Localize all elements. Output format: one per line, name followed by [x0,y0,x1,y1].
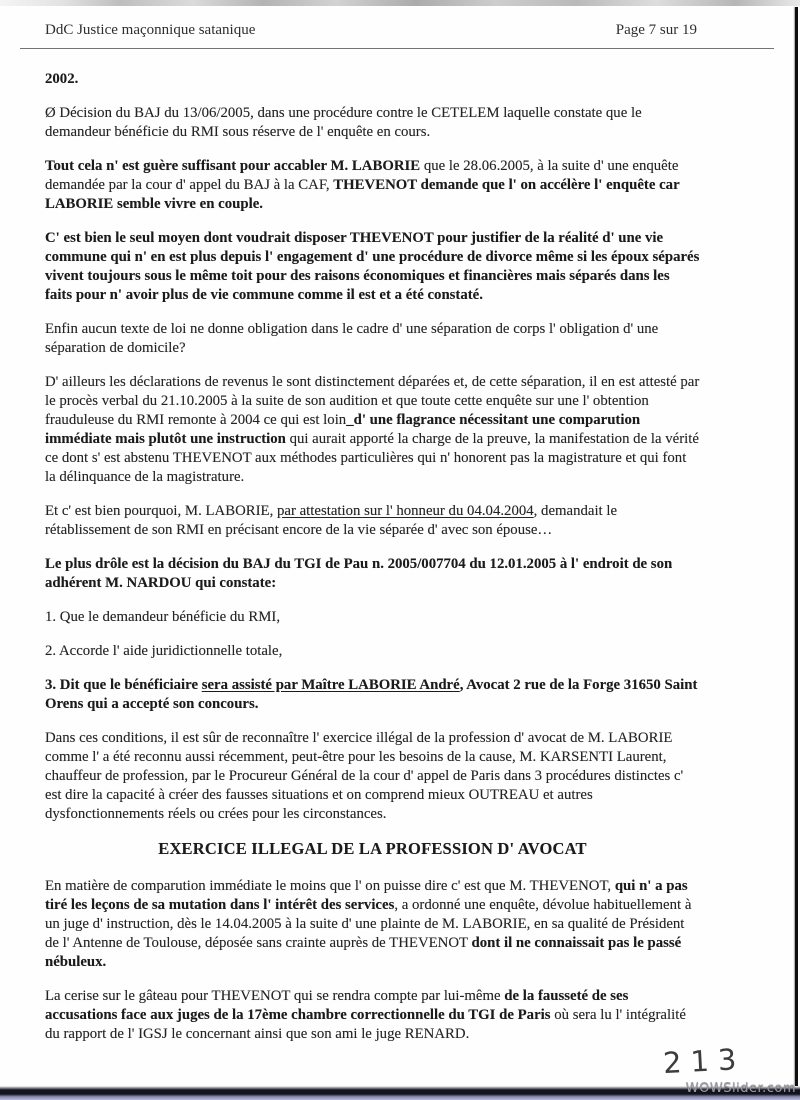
text-segment: qui n' a pas tiré les leçons de sa mutation dans l' intérêt des services [45,878,688,913]
year-label [45,70,700,89]
text-segment: sera assisté par Maître LABORIE André [201,677,460,693]
text-segment: _d' une flagrance nécessitant une comparution immédiate mais plutôt une instruction [45,412,641,447]
section-heading [45,839,700,858]
paragraph-enfin-aucun-texte [45,320,700,358]
header-divider-rule [20,48,774,49]
text-segment: 3. Dit que le bénéficiaire [45,677,202,693]
paragraph-plus-drole [45,555,700,593]
list-item-1 [45,608,700,627]
text-segment: Ø Décision du BAJ du 13/06/2005, dans une procédure contre le CETELEM laquelle constate que le demandeur bénéficie du RMI sous réserve de l' enquête en cours. [45,105,642,140]
text-segment: Tout cela n' est guère suffisant pour accabler M. LABORIE [45,158,424,174]
paragraph-declarations-revenus [45,373,700,487]
slider-bottom-bar [0,1086,800,1100]
text-segment: que le 28.06.2005, à la suite d' une enquête demandée par la cour d' appel du BAJ à la CAF, [45,158,679,193]
page-header [45,22,697,39]
text-segment: dont il ne connaissait pas le passé nébuleux. [45,935,682,970]
text-segment: EXERCICE ILLEGAL DE LA PROFESSION D' AVOCAT [158,839,587,858]
list-item-3 [45,676,700,714]
text-segment: qui aurait apporté la charge de la preuve, la manifestation de la vérité ce dont s' est abstenu THEVENOT aux méthodes particulières qui n' honorent pas la magistrature et qui font la délinquance de la magistrature. [45,431,699,485]
paragraph-decision-baj [45,104,700,142]
paragraph-tout-cela [45,157,700,214]
document-body [45,70,700,1059]
list-item-2 [45,642,700,661]
text-segment: , demandait le rétablissement de son RMI en précisant encore de la vie séparée d' avec son épouse… [45,503,618,538]
paragraph-comparution-immediate [45,877,700,972]
text-segment: Dans ces conditions, il est sûr de reconnaître l' exercice illégal de la profession d' avocat de M. LABORIE comme l' a été reconnu aussi récemment, peut-être pour les besoins de la cause, M. KARSENTI Laurent, chauffeur de profession, par le Procureur Général de la cour d' appel de Paris dans 3 procédures distinctes c' est dire la capacité à créer des fausses situations et on comprend mieux OUTREAU et autres dysfonctionnements réels ou crées pour les circonstances. [45,730,684,822]
text-segment: D' ailleurs les déclarations de revenus le sont distinctement déparées et, de cette séparation, il en est attesté par le procès verbal du 21.10.2005 à la suite de son audition et que toute cette enquête sur une l' obtention frauduleuse du RMI remonte à 2004 ce qui est loin [45,374,700,428]
wowslider-watermark-link[interactable]: WOWSlider.com [685,1081,796,1096]
text-segment: La cerise sur le gâteau pour THEVENOT qui se rendra compte par lui-même [45,988,505,1004]
text-segment: 1. Que le demandeur bénéficie du RMI, [45,609,281,625]
paragraph-dans-ces-conditions [45,729,700,824]
paragraph-seul-moyen [45,229,700,305]
handwritten-page-number: 213 [661,1041,746,1081]
header-page-number: Page 7 sur 19 [615,22,697,38]
text-segment: Enfin aucun texte de loi ne donne obligation dans le cadre d' une séparation de corps l' obligation d' une séparation de domicile? [45,321,659,356]
text-segment: Et c' est bien pourquoi, M. LABORIE, [45,503,277,519]
paragraph-attestation [45,502,700,540]
text-segment: 2. Accorde l' aide juridictionnelle totale, [45,643,283,659]
text-segment: , Avocat 2 rue de la Forge 31650 Saint Orens qui a accepté son concours. [45,677,698,712]
text-segment: où sera lu l' intégralité du rapport de l' IGSJ le concernant ainsi que son ami le juge RENARD. [45,1007,686,1042]
text-segment: 2002. [45,71,79,87]
text-segment: de la fausseté de ses accusations face aux juges de la 17ème chambre correctionnelle du TGI de Paris [45,988,629,1023]
header-document-title: DdC Justice maçonnique satanique [45,22,256,38]
paragraph-cerise-gateau [45,987,700,1044]
text-segment: THEVENOT demande que l' on accélère l' enquête car LABORIE semble vivre en couple. [45,177,680,212]
scan-page-right-edge [795,7,798,1086]
text-segment: , a ordonné une enquête, dévolue habituellement à un juge d' instruction, dès le 14.04.2005 à la suite d' une plainte de M. LABORIE, en sa qualité de Président de l' Antenne de Toulouse, déposée sans crainte auprès de THEVENOT [45,897,692,951]
text-segment: C' est bien le seul moyen dont voudrait disposer THEVENOT pour justifier de la réalité d' une vie commune qui n' en est plus depuis l' engagement d' une procédure de divorce même si les époux séparés vivent toujours sous le même toit pour des raisons économiques et financières mais séparés dans les faits pour n' avoir plus de vie commune comme il est et a été constaté. [45,230,700,303]
text-segment: Le plus drôle est la décision du BAJ du TGI de Pau n. 2005/007704 du 12.01.2005 à l' endroit de son adhérent M. NARDOU qui constate: [45,556,673,591]
scan-artifact-top-edge [0,0,800,6]
text-segment: En matière de comparution immédiate le moins que l' on puisse dire c' est que M. THEVENOT, [45,878,615,894]
text-segment: par attestation sur l' honneur du 04.04.2004 [277,503,534,519]
